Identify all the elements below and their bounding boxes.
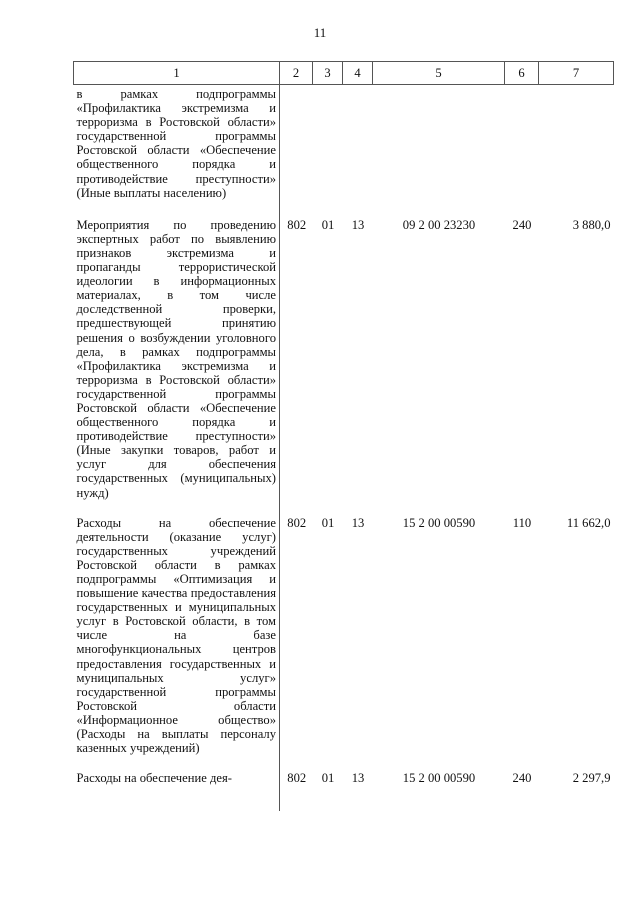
header-col-5: 5 [373, 62, 505, 85]
row-subsection: 13 [351, 515, 365, 530]
row-ministry: 802 [287, 217, 307, 232]
row-amount: 2 297,9 [572, 771, 611, 786]
table-row [74, 771, 614, 811]
header-col-7: 7 [539, 62, 614, 85]
row-amount [539, 85, 614, 218]
row-section [313, 85, 343, 218]
row-description: Расходы на обеспечение деятельности (оказание услуг) государственных учреждений Ростовской области в рамках подпрограммы «Оптимизация и повышение качества предоставления государственных и муниципальных услуг в Ростовской области, в том числе на базе многофункциональных центров предоставления государственных и муниципальных услуг» государственной программы Ростовской области «Информационное общество» (Расходы на выплаты персоналу казенных учреждений) [74, 516, 280, 772]
table-row [74, 218, 614, 516]
header-col-3: 3 [313, 62, 343, 85]
row-subsection: 13 [351, 771, 365, 786]
row-section: 01 [321, 771, 335, 786]
table-header-row [74, 62, 614, 85]
row-description: в рамках подпрограммы «Профилактика экстремизма и терроризма в Ростовской области» государственной программы Ростовской области «Обеспечение общественного порядка и противодействие преступности» (Иные выплаты населению) [74, 85, 280, 218]
table-row [74, 516, 614, 772]
row-ministry [280, 85, 313, 218]
row-subsection: 13 [351, 217, 365, 232]
row-target-article [373, 85, 505, 218]
row-target-article: 15 2 00 00590 [402, 771, 476, 786]
row-section: 01 [321, 515, 335, 530]
row-description: Расходы на обеспечение дея- [74, 771, 280, 811]
row-target-article: 09 2 00 23230 [402, 217, 476, 232]
header-col-2: 2 [280, 62, 313, 85]
row-amount: 11 662,0 [566, 515, 611, 530]
row-target-article: 15 2 00 00590 [402, 515, 476, 530]
header-col-6: 6 [505, 62, 539, 85]
row-section: 01 [321, 217, 335, 232]
row-description: Мероприятия по проведению экспертных работ по выявлению признаков экстремизма и пропаганды террористической идеологии в информационных материалах, в том числе доследственной проверки, предшествующей принятию решения о возбуждении уголовного дела, в рамках подпрограммы «Профилактика экстремизма и терроризма в Ростовской области» государственной программы Ростовской области «Обеспечение общественного порядка и противодействие преступности» (Иные закупки товаров, работ и услуг для обеспечения государственных (муниципальных) нужд) [74, 218, 280, 516]
table-row [74, 85, 614, 218]
header-col-4: 4 [343, 62, 373, 85]
row-expense-type [505, 85, 539, 218]
page-number: 11 [313, 25, 327, 40]
header-col-1: 1 [74, 62, 280, 85]
row-subsection [343, 85, 373, 218]
row-ministry: 802 [287, 771, 307, 786]
row-amount: 3 880,0 [572, 217, 611, 232]
row-ministry: 802 [287, 515, 307, 530]
row-expense-type: 240 [512, 217, 532, 232]
row-expense-type: 240 [512, 771, 532, 786]
row-expense-type: 110 [512, 515, 532, 530]
budget-table [73, 61, 614, 811]
